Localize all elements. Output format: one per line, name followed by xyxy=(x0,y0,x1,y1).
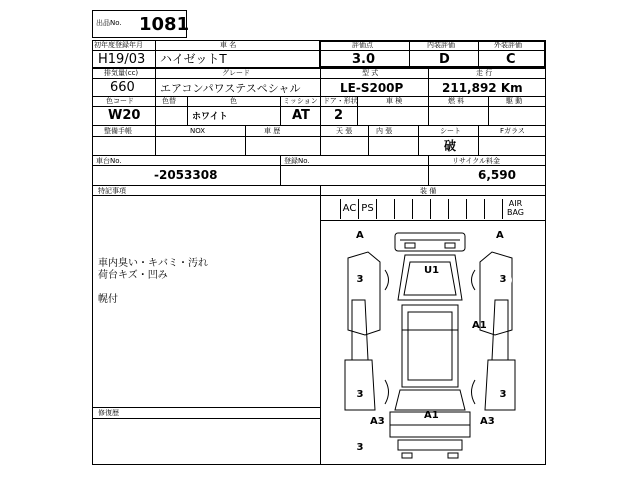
grade-label: グレード xyxy=(222,69,250,77)
color-code-label: 色コード xyxy=(106,97,134,105)
inspection-label: 車 検 xyxy=(386,97,403,105)
recycle-value: 6,590 xyxy=(478,168,516,182)
mission-value: AT xyxy=(292,108,310,123)
mark-bottom: 3 xyxy=(351,439,369,457)
interior-score-label: 内装評価 xyxy=(427,41,455,49)
remark-line-1: 車内臭い・キバミ・汚れ xyxy=(98,258,208,269)
equipment-cell: AC xyxy=(340,199,358,219)
equipment-cell: PS xyxy=(358,199,376,219)
mission-label: ミッション xyxy=(283,97,318,105)
equipment-label: 装 備 xyxy=(420,187,437,195)
mileage-value: 211,892 Km xyxy=(442,81,523,95)
doors-value: 2 xyxy=(334,108,344,123)
model-label: 型 式 xyxy=(362,69,379,77)
color-label: 色 xyxy=(230,97,237,105)
interior-score-value: D xyxy=(439,52,450,67)
color-change-label: 色替 xyxy=(162,97,176,105)
mark-left-door: 3 xyxy=(351,271,369,289)
history-label: 車 歴 xyxy=(264,127,281,135)
equipment-cell: AIR BAG xyxy=(502,199,528,219)
mark-front-right: A xyxy=(496,230,504,241)
color-code-value: W20 xyxy=(108,108,141,123)
mark-right-side: A1 xyxy=(472,320,487,331)
seat-value: 破 xyxy=(444,139,457,153)
car-name-value: ハイゼットT xyxy=(160,52,227,66)
score-label: 評価点 xyxy=(352,41,373,49)
mark-rear-left: A3 xyxy=(370,416,385,427)
mark-left-rear: 3 xyxy=(351,386,369,404)
mark-roof: U1 xyxy=(424,265,440,276)
color-value: ホワイト xyxy=(192,112,228,122)
grade-value: エアコンパワステスペシャル xyxy=(160,82,301,95)
chassis-value: -2053308 xyxy=(154,168,218,182)
mark-right-door: 3 xyxy=(494,271,512,289)
mark-front-left: A xyxy=(356,230,364,241)
recycle-label: リサイクル料金 xyxy=(452,157,501,165)
score-value: 3.0 xyxy=(352,52,376,67)
roof-label: 天 張 xyxy=(336,127,353,135)
nox-label: NOX xyxy=(190,127,206,135)
remark-line-2: 荷台キズ・凹み xyxy=(98,270,168,281)
regno-label: 登録No. xyxy=(284,157,310,165)
exterior-score-value: C xyxy=(506,52,516,67)
seat-label: シート xyxy=(440,127,461,135)
fuel-label: 燃 料 xyxy=(448,97,465,105)
mileage-label: 走 行 xyxy=(476,69,493,77)
drive-label: 駆 動 xyxy=(506,97,523,105)
chassis-label: 車台No. xyxy=(96,157,122,165)
mark-rear-right: A3 xyxy=(480,416,495,427)
reg-date-value: H19/03 xyxy=(98,52,146,67)
reg-date-label: 初年度登録年月 xyxy=(94,41,143,49)
displacement-value: 660 xyxy=(110,80,135,95)
mark-rear: A1 xyxy=(424,410,439,421)
car-name-label: 車 名 xyxy=(220,41,237,49)
model-value: LE-S200P xyxy=(340,81,404,95)
interior-lining-label: 内 張 xyxy=(376,127,393,135)
glass-label: Fガラス xyxy=(500,127,525,135)
exterior-score-label: 外装評価 xyxy=(494,41,522,49)
mark-right-rear: 3 xyxy=(494,386,512,404)
manual-label: 整備手帳 xyxy=(104,127,132,135)
remark-line-4: 幌付 xyxy=(98,294,118,305)
notes-label: 特記事項 xyxy=(98,187,126,195)
doors-label: ドア・形状 xyxy=(323,97,358,105)
displacement-label: 排気量(cc) xyxy=(104,69,139,77)
repair-label: 修復歴 xyxy=(98,409,119,417)
lot-number: 1081 xyxy=(139,14,190,35)
lot-label: 出品No. xyxy=(96,19,122,27)
